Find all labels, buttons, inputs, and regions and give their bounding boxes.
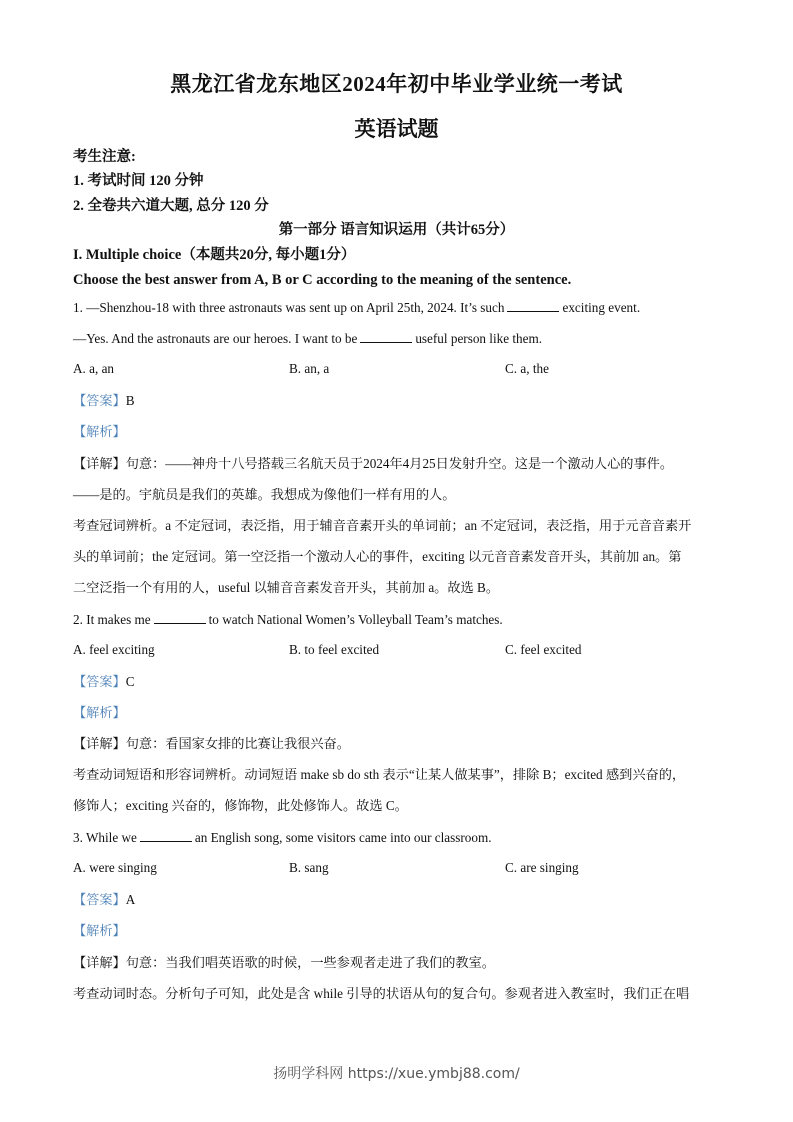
q1-detail-1: 【详解】句意：——神舟十八号搭载三名航天员于2024年4月25日发射升空。这是一个激动人心的事件。	[73, 456, 674, 471]
q2-detail-1: 【详解】句意：看国家女排的比赛让我很兴奋。	[73, 736, 350, 751]
notice-item-2: 2. 全卷共六道大题, 总分 120 分	[73, 198, 269, 214]
answer-label: 【答案】	[73, 674, 126, 689]
q1-option-b: B. an, a	[289, 361, 330, 376]
notice-heading: 考生注意:	[73, 149, 136, 165]
answer-value: C	[125, 674, 135, 689]
q3-option-a: A. were singing	[73, 860, 157, 875]
q2-option-a: A. feel exciting	[73, 642, 155, 657]
answer-value: A	[125, 892, 136, 907]
question-3-line-1	[73, 829, 492, 847]
question-text: 2. It makes me	[73, 612, 151, 627]
q2-answer	[73, 673, 135, 691]
q2-analysis-label: 【解析】	[73, 705, 126, 720]
answer-blank	[507, 299, 559, 312]
answer-blank	[154, 611, 206, 624]
section-title: I. Multiple choice（本题共20分, 每小题1分）	[73, 247, 356, 263]
question-text: useful person like them.	[415, 331, 543, 346]
q2-option-b: B. to feel excited	[289, 642, 380, 657]
answer-blank	[360, 330, 412, 343]
question-text: exciting event.	[562, 300, 641, 315]
exam-subtitle: 英语试题	[354, 117, 439, 141]
question-1-line-1	[73, 299, 640, 317]
question-1-line-2	[73, 330, 542, 348]
watermark-footer: 扬明学科网 https://xue.ymbj88.com/	[273, 1066, 520, 1082]
q1-detail-4: 头的单词前；the 定冠词。第一空泛指一个激动人心的事件，exciting 以元音音素发音开头，其前加 an。第	[73, 549, 682, 564]
q2-detail-2: 考查动词短语和形容词辨析。动词短语 make sb do sth 表示“让某人做某事”，排除 B；excited 感到兴奋的，	[73, 767, 686, 782]
q1-answer	[73, 392, 135, 410]
q3-option-b: B. sang	[289, 860, 329, 875]
question-2-line-1	[73, 611, 503, 629]
q1-detail-5: 二空泛指一个有用的人，useful 以辅音音素发音开头，其前加 a。故选 B。	[73, 580, 500, 595]
question-text: —Yes. And the astronauts are our heroes. I want to be	[73, 331, 358, 346]
exam-title: 黑龙江省龙东地区2024年初中毕业学业统一考试	[170, 72, 623, 96]
q3-detail-2: 考查动词时态。分析句子可知，此处是含 while 引导的状语从句的复合句。参观者进入教室时，我们正在唱	[73, 986, 690, 1001]
question-text: to watch National Women’s Volleyball Team’s matches.	[208, 612, 503, 627]
answer-label: 【答案】	[73, 892, 126, 907]
q1-detail-3: 考查冠词辨析。a 不定冠词，表泛指，用于辅音音素开头的单词前；an 不定冠词，表泛指，用于元音音素开	[73, 518, 692, 533]
answer-blank	[140, 829, 192, 842]
q1-option-a: A. a, an	[73, 361, 115, 376]
part-title: 第一部分 语言知识运用（共计65分）	[278, 222, 515, 238]
notice-item-1: 1. 考试时间 120 分钟	[73, 173, 204, 189]
answer-value: B	[125, 393, 135, 408]
q1-detail-2: ——是的。宇航员是我们的英雄。我想成为像他们一样有用的人。	[73, 487, 456, 502]
answer-label: 【答案】	[73, 393, 126, 408]
q2-option-c: C. feel excited	[505, 642, 582, 657]
q1-option-c: C. a, the	[505, 361, 549, 376]
q2-detail-3: 修饰人；exciting 兴奋的，修饰物，此处修饰人。故选 C。	[73, 798, 408, 813]
q3-analysis-label: 【解析】	[73, 923, 126, 938]
q3-answer	[73, 891, 135, 909]
q3-option-c: C. are singing	[505, 860, 579, 875]
question-text: 1. —Shenzhou-18 with three astronauts was sent up on April 25th, 2024. It’s such	[73, 300, 505, 315]
question-text: 3. While we	[73, 830, 137, 845]
q1-analysis-label: 【解析】	[73, 424, 126, 439]
section-instruction: Choose the best answer from A, B or C according to the meaning of the sentence.	[73, 272, 572, 288]
question-text: an English song, some visitors came into our classroom.	[194, 830, 492, 845]
q3-detail-1: 【详解】句意：当我们唱英语歌的时候，一些参观者走进了我们的教室。	[73, 955, 495, 970]
